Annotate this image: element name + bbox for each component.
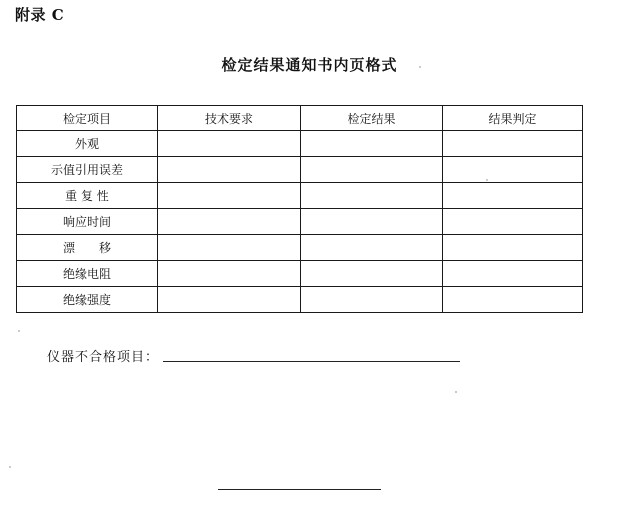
table-cell bbox=[158, 183, 301, 209]
table-row bbox=[17, 287, 583, 313]
scan-speck bbox=[18, 330, 20, 332]
table-cell bbox=[301, 287, 443, 313]
appendix-label: 附录 C bbox=[15, 6, 65, 24]
table-cell bbox=[443, 287, 583, 313]
scan-speck bbox=[486, 179, 488, 181]
row-label-insulation-strength: 绝缘强度 bbox=[17, 287, 158, 313]
scan-speck bbox=[419, 66, 421, 68]
table-cell bbox=[158, 261, 301, 287]
table-row bbox=[17, 131, 583, 157]
table-cell bbox=[301, 131, 443, 157]
header-check-result: 检定结果 bbox=[301, 106, 443, 131]
result-table bbox=[16, 105, 583, 313]
table-row bbox=[17, 261, 583, 287]
row-label-indication-error: 示值引用误差 bbox=[17, 157, 158, 183]
scan-speck bbox=[455, 391, 457, 393]
row-label-drift: 漂 移 bbox=[17, 235, 158, 261]
table-cell bbox=[443, 235, 583, 261]
table-cell bbox=[443, 261, 583, 287]
header-check-item: 检定项目 bbox=[17, 106, 158, 131]
table-cell bbox=[443, 209, 583, 235]
scan-speck bbox=[9, 466, 11, 468]
table-cell bbox=[443, 183, 583, 209]
table-cell bbox=[158, 235, 301, 261]
table-cell bbox=[443, 131, 583, 157]
table-header-row bbox=[17, 106, 583, 131]
header-technical-requirement: 技术要求 bbox=[158, 106, 301, 131]
table-row bbox=[17, 183, 583, 209]
nonconforming-items-label: 仪器不合格项目： bbox=[47, 350, 160, 365]
table-cell bbox=[158, 157, 301, 183]
table-cell bbox=[158, 131, 301, 157]
table-cell bbox=[301, 235, 443, 261]
page-title: 检定结果通知书内页格式 bbox=[221, 56, 398, 74]
signature-line bbox=[218, 489, 381, 490]
table-cell bbox=[443, 157, 583, 183]
table-row bbox=[17, 209, 583, 235]
row-label-insulation-resistance: 绝缘电阻 bbox=[17, 261, 158, 287]
table-row bbox=[17, 157, 583, 183]
table-row bbox=[17, 235, 583, 261]
row-label-appearance: 外观 bbox=[17, 131, 158, 157]
table-cell bbox=[301, 157, 443, 183]
table-cell bbox=[158, 209, 301, 235]
table-cell bbox=[301, 183, 443, 209]
table-cell bbox=[158, 287, 301, 313]
row-label-repeatability: 重 复 性 bbox=[17, 183, 158, 209]
nonconforming-items-line bbox=[163, 361, 460, 362]
header-result-judgment: 结果判定 bbox=[443, 106, 583, 131]
table-cell bbox=[301, 261, 443, 287]
row-label-response-time: 响应时间 bbox=[17, 209, 158, 235]
table-cell bbox=[301, 209, 443, 235]
